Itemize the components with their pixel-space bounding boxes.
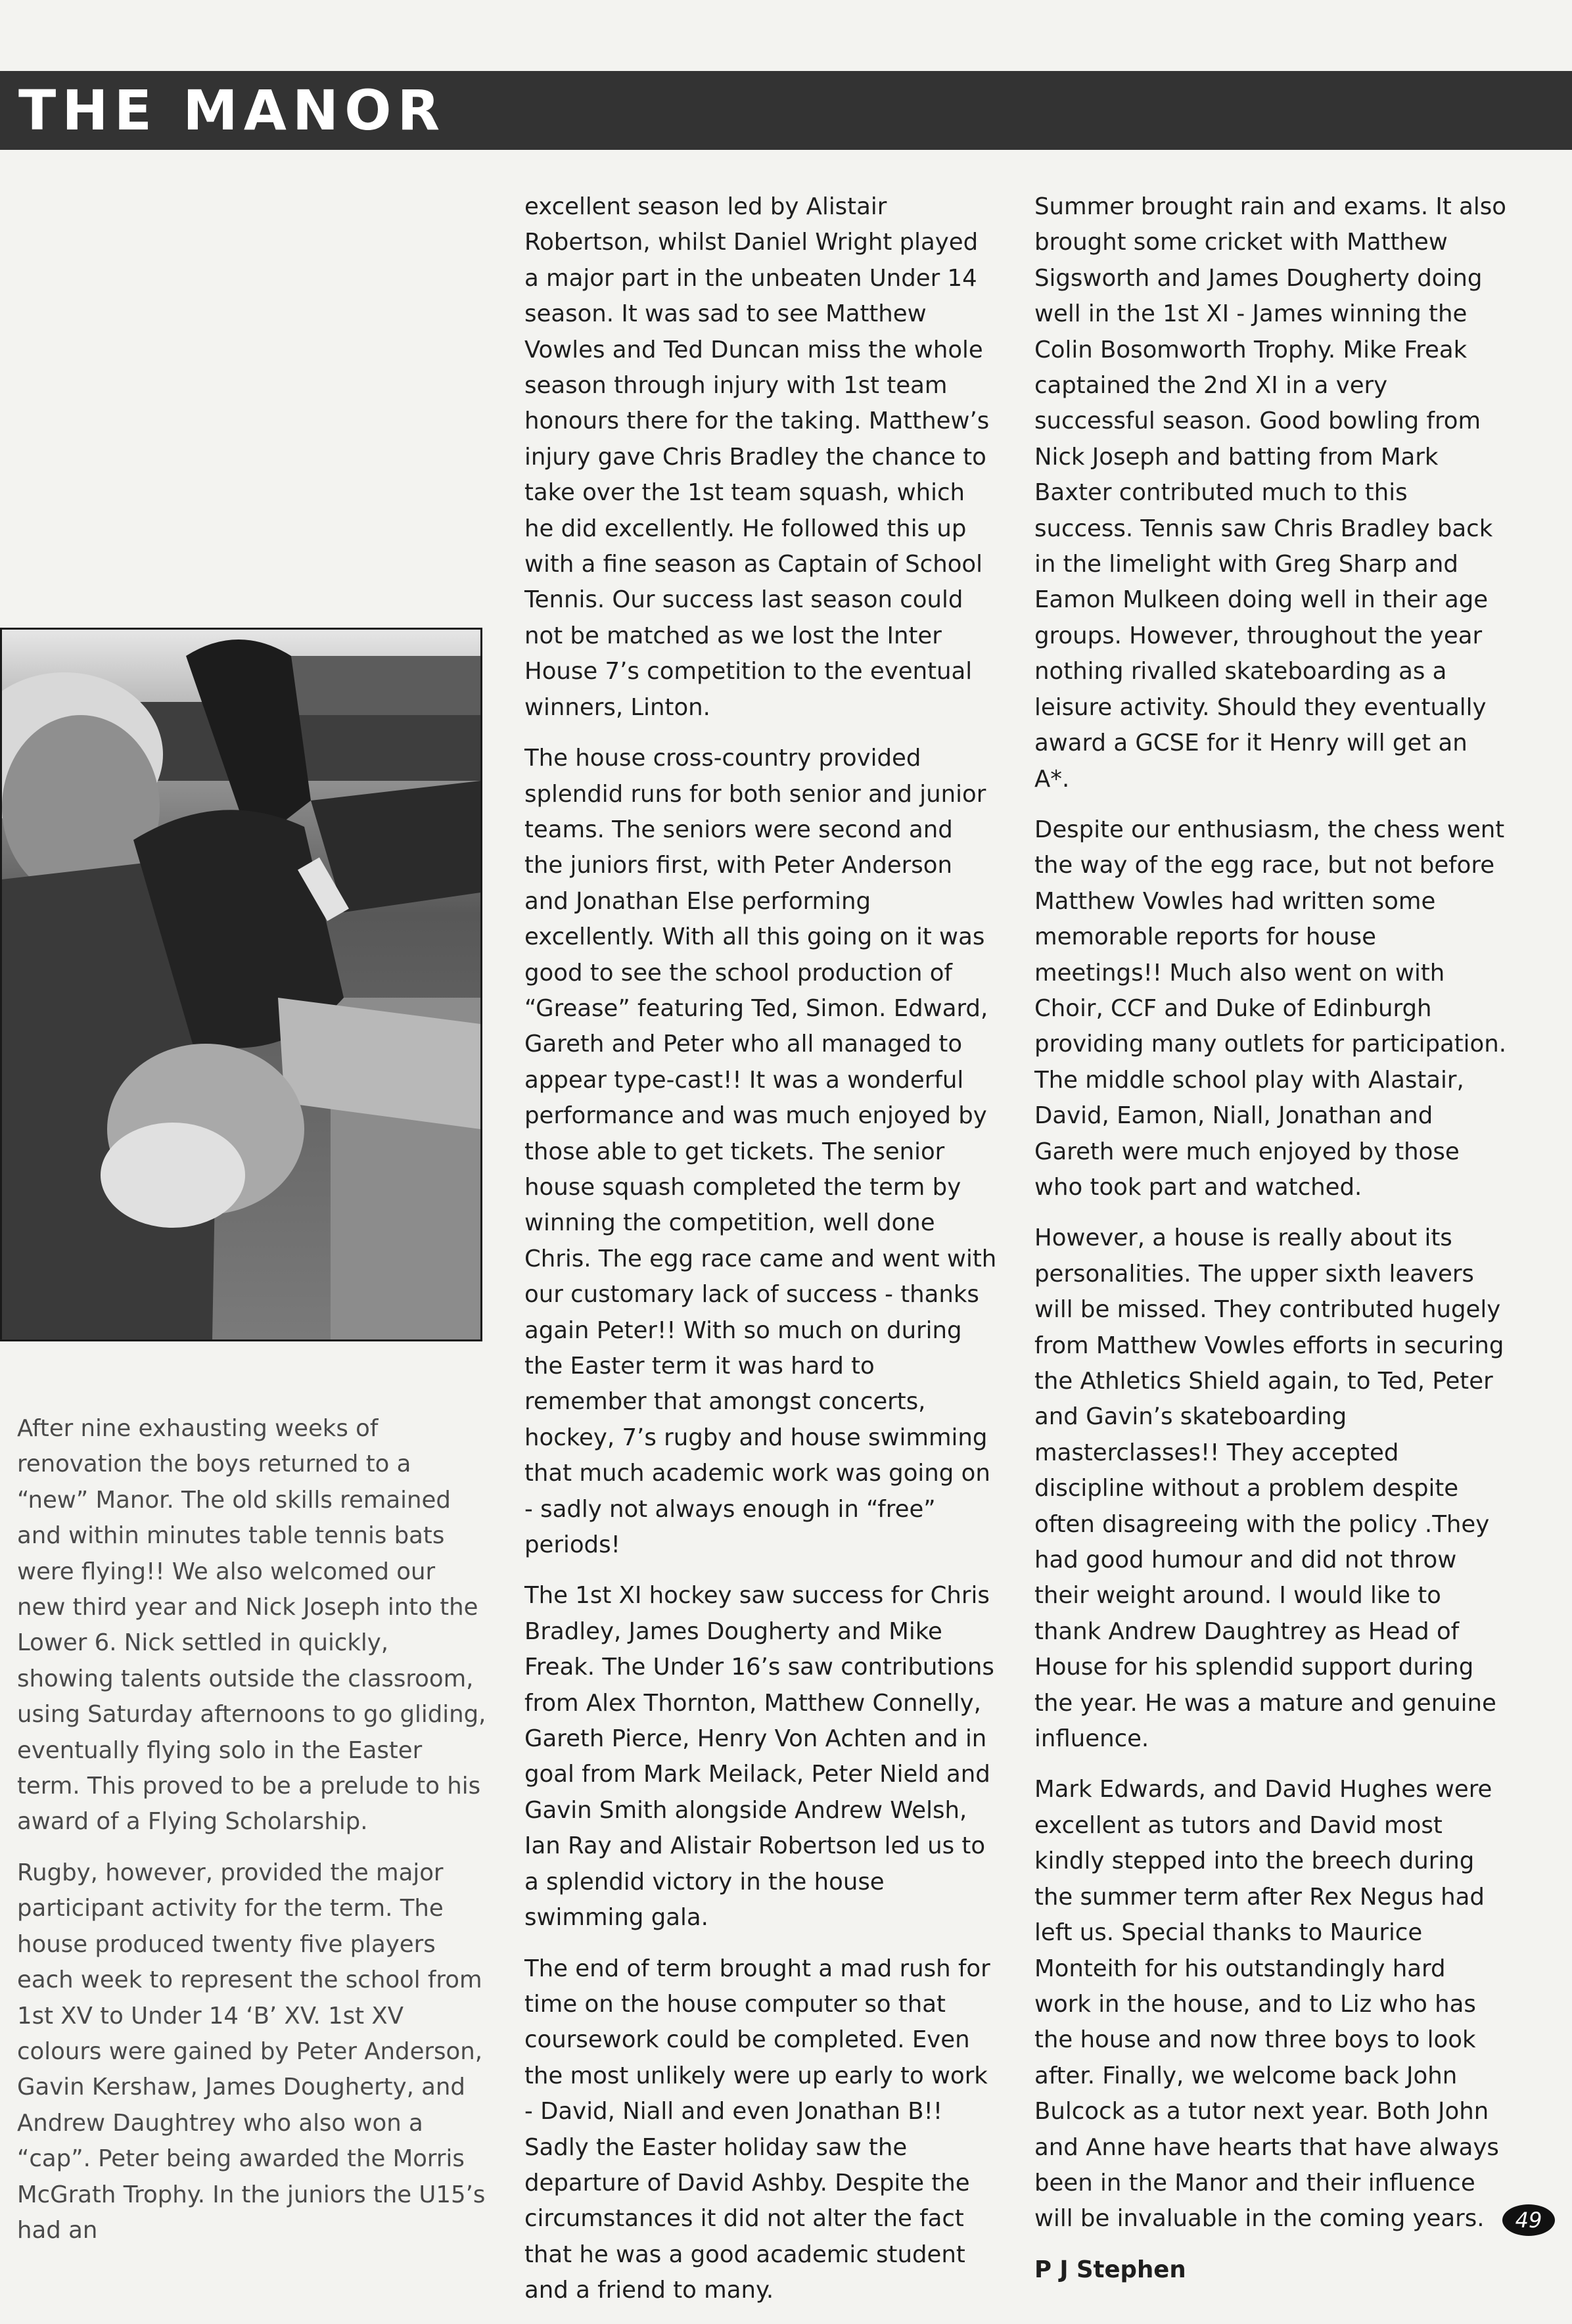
page-number: 49 [1502, 2204, 1555, 2236]
article-column-2 [524, 189, 998, 2324]
paragraph: Mark Edwards, and David Hughes were excellent as tutors and David most kindly stepped into the breech during the summer term after Rex Negus had left us. Special thanks to Maurice Monteith for his outstandingly hard work in the house, and to Liz who has the house and now three boys to look after. Finally, we welcome back John Bulcock as a tutor next year. Both John and Anne have hearts that have always been in the Manor and their influence will be invaluable in the coming years. [1034, 1776, 1499, 2233]
paragraph: excellent season led by Alistair Robertson, whilst Daniel Wright played a major part in the unbeaten Under 14 season. It was sad to see Matthew Vowles and Ted Duncan miss the whole season through injury with 1st team honours there for the taking. Matthew’s injury gave Chris Bradley the chance to take over the 1st team squash, which he did excellently. He followed this up with a fine season as Captain of School Tennis. Our success last season could not be matched as we lost the Inter House 7’s competition to the eventual winners, Linton. [524, 193, 990, 721]
paragraph: The end of term brought a mad rush for time on the house computer so that coursework could be completed. Even the most unlikely were up early to work - David, Niall and even Jonathan B!! Sadly the Easter holiday saw the departure of David Ashby. Despite the circumstances it did not alter the fact that he was a good academic student and a friend to many. [524, 1955, 990, 2304]
paragraph: The 1st XI hockey saw success for Chris Bradley, James Dougherty and Mike Freak. The Under 16’s saw contributions from Alex Thornton, Matthew Connelly, Gareth Pierce, Henry Von Achten and in goal from Mark Meilack, Peter Nield and Gavin Smith alongside Andrew Welsh, Ian Ray and Alistair Robertson led us to a splendid victory in the house swimming gala. [524, 1582, 994, 1932]
author-signature: P J Stephen [1034, 2256, 1186, 2283]
paragraph: After nine exhausting weeks of renovation the boys returned to a “new” Manor. The old skills remained and within minutes table tennis bats were flying!! We also welcomed our new third year and Nick Joseph into the Lower 6. Nick settled in quickly, showing talents outside the classroom, using Saturday afternoons to go gliding, eventually flying solo in the Easter term. This proved to be a prelude to his award of a Flying Scholarship. [17, 1415, 486, 1836]
article-photo [0, 628, 482, 1341]
header-bar [0, 71, 1572, 150]
paragraph: Despite our enthusiasm, the chess went the way of the egg race, but not before Matthew Vowles had written some memorable reports for house meetings!! Much also went on with Choir, CCF and Duke of Edinburgh providing many outlets for participation. The middle school play with Alastair, David, Eamon, Niall, Jonathan and Gareth were much enjoyed by those who took part and watched. [1034, 816, 1507, 1201]
page-title: THE MANOR [18, 78, 446, 143]
article-column-3 [1034, 189, 1508, 2303]
paragraph: Summer brought rain and exams. It also brought some cricket with Matthew Sigsworth and James Dougherty doing well in the 1st XI - James winning the Colin Bosomworth Trophy. Mike Freak captained the 2nd XI in a very successful season. Good bowling from Nick Joseph and batting from Mark Baxter contributed much to this success. Tennis saw Chris Bradley back in the limelight with Greg Sharp and Eamon Mulkeen doing well in their age groups. However, throughout the year nothing rivalled skateboarding as a leisure activity. Should they eventually award a GCSE for it Henry will get an A*. [1034, 193, 1506, 793]
paragraph: However, a house is really about its personalities. The upper sixth leavers will be missed. They contributed hugely from Matthew Vowles efforts in securing the Athletics Shield again, to Ted, Peter and Gavin’s skateboarding masterclasses!! They accepted discipline without a problem despite often disagreeing with the policy .They had good humour and did not throw their weight around. I would like to thank Andrew Daughtrey as Head of House for his splendid support during the year. He was a mature and genuine influence. [1034, 1224, 1504, 1753]
paragraph: The house cross-country provided splendid runs for both senior and junior teams. The seniors were second and the juniors first, with Peter Anderson and Jonathan Else performing excellently. With all this going on it was good to see the school production of “Grease” featuring Ted, Simon. Edward, Gareth and Peter who all managed to appear type-cast!! It was a wonderful performance and was much enjoyed by those able to get tickets. The senior house squash completed the term by winning the competition, well done Chris. The egg race came and went with our customary lack of success - thanks again Peter!! With so much on during the Easter term it was hard to remember that amongst concerts, hockey, 7’s rugby and house swimming that much academic work was going on - sadly not always enough in “free” periods! [524, 745, 997, 1559]
article-column-1 [17, 1411, 488, 2264]
paragraph: Rugby, however, provided the major participant activity for the term. The house produced twenty five players each week to represent the school from 1st XV to Under 14 ‘B’ XV. 1st XV colours were gained by Peter Anderson, Gavin Kershaw, James Dougherty, and Andrew Daughtrey who also won a “cap”. Peter being awarded the Morris McGrath Trophy. In the juniors the U15’s had an [17, 1859, 486, 2244]
